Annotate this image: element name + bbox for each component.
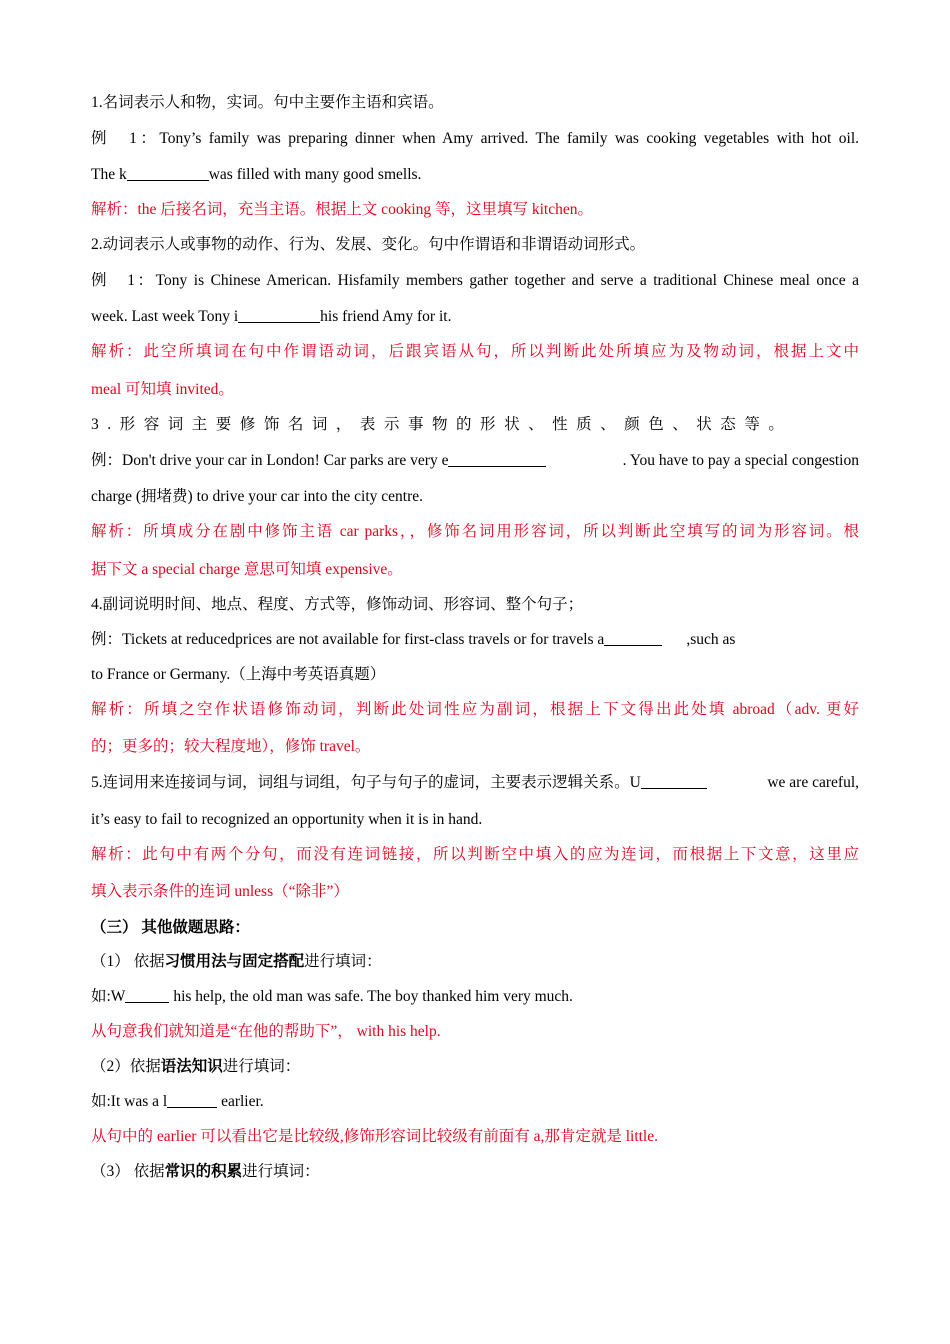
verb-example-line-1: 例 1：Tony is Chinese American. Hisfamily members gather together and serve a traditional Chinese meal once a [91,272,859,289]
tip2-example [91,1091,264,1113]
verb-example-line-2 [91,306,451,328]
tip2-suffix: 进行填词： [222,1058,301,1075]
other-tips-heading: （三） 其他做题思路： [91,919,250,936]
tip2-example-text-2: earlier. [217,1093,264,1110]
noun-example-text-2: was filled with many good smells. [208,166,422,183]
tip1-example-text-1: 如:W [91,988,126,1005]
adjective-example-text-1: 例：Don't drive your car in London! Car parks are very e [91,452,449,469]
noun-blank [127,164,209,181]
conjunction-text-1: 5.连词用来连接词与词，词组与词组，句子与句子的虚词，主要表示逻辑关系。U [91,774,641,791]
adjective-analysis-line-1: 解析：所填成分在剧中修饰主语 car parks，，修饰名词用形容词，所以判断此空填写的词为形容词。根 [91,523,859,540]
conjunction-analysis-line-2: 填入表示条件的连词 unless（“除非”） [91,883,349,900]
noun-example-text-1: The k [91,166,127,183]
tip2-example-text-1: 如:It was a l [91,1093,168,1110]
tip1-bold: 习惯用法与固定搭配 [164,953,305,970]
noun-heading: 1.名词表示人和物，实词。句中主要作主语和宾语。 [91,94,444,111]
verb-blank [238,306,320,323]
verb-heading: 2.动词表示人或事物的动作、行为、发展、变化。句中作谓语和非谓语动词形式。 [91,236,646,253]
tip1-prefix: （1） 依据 [91,953,165,970]
conjunction-line-2: it’s easy to fail to recognized an opportunity when it is in hand. [91,811,483,828]
adverb-example-text-1: 例：Tickets at reducedprices are not available for first-class travels or for travels a [91,631,605,648]
tip1-blank [125,986,169,1003]
tip1-answer: 从句意我们就知道是“在他的帮助下”， with his help. [91,1023,441,1040]
tip1-example-text-2: his help, the old man was safe. The boy thanked him very much. [169,988,573,1005]
adverb-analysis-line-1: 解析：所填之空作状语修饰动词，判断此处词性应为副词，根据上下文得出此处填 abroad（adv. 更好 [91,701,860,718]
adjective-blank [448,450,546,467]
noun-example-line-2 [91,164,421,186]
adjective-example-line-1 [91,450,859,472]
tip1-example [91,986,573,1008]
tip2-answer: 从句中的 earlier 可以看出它是比较级,修饰形容词比较级有前面有 a,那肯定就是 little. [91,1128,658,1145]
noun-analysis: 解析：the 后接名词，充当主语。根据上文 cooking 等，这里填写 kitchen。 [91,201,593,218]
tip2-prefix: （2）依据 [91,1058,161,1075]
tip1-heading [91,951,382,973]
verb-analysis-line-1: 解析：此空所填词在句中作谓语动词，后跟宾语从句，所以判断此处所填应为及物动词，根据上文中 [91,343,859,360]
tip3-prefix: （3） 依据 [91,1163,165,1180]
adjective-example-line-2: charge (拥堵费) to drive your car into the city centre. [91,488,423,505]
conjunction-blank [641,772,707,789]
tip2-heading [91,1056,300,1078]
noun-example-line-1: 例 1：Tony’s family was preparing dinner when Amy arrived. The family was cooking vegetables with hot oil. [91,130,859,147]
adjective-heading [91,414,792,436]
tip2-bold: 语法知识 [160,1058,223,1075]
conjunction-line-1 [91,772,859,794]
conjunction-analysis-line-1: 解析：此句中有两个分句，而没有连词链接，所以判断空中填入的应为连词，而根据上下文意，这里应 [91,846,859,863]
tip3-bold: 常识的积累 [164,1163,243,1180]
verb-analysis-line-2: meal 可知填 invited。 [91,381,234,398]
adjective-example-text-2: . You have to pay a special congestion [622,452,859,469]
adverb-blank [604,629,662,646]
tip3-suffix: 进行填词： [242,1163,320,1180]
adjective-analysis-line-2: 据下文 a special charge 意思可知填 expensive。 [91,561,403,578]
adverb-example-line-2: to France or Germany.（上海中考英语真题） [91,666,386,683]
verb-example-text-1: week. Last week Tony i [91,308,239,325]
adverb-example-text-2: ,such as [686,631,736,648]
verb-example-text-2: his friend Amy for it. [320,308,452,325]
tip3-heading [91,1161,320,1183]
adverb-example-line-1 [91,629,735,651]
adverb-analysis-line-2: 的；更多的；较大程度地），修饰 travel。 [91,738,371,755]
adverb-heading: 4.副词说明时间、地点、程度、方式等，修饰动词、形容词、整个句子； [91,596,584,613]
adjective-heading-text: 3.形容词主要修饰名词，表示事物的形状、性质、颜色、状态等。 [91,416,793,433]
tip2-blank [167,1091,217,1108]
tip1-suffix: 进行填词： [304,953,382,970]
conjunction-text-2: we are careful, [767,774,859,791]
